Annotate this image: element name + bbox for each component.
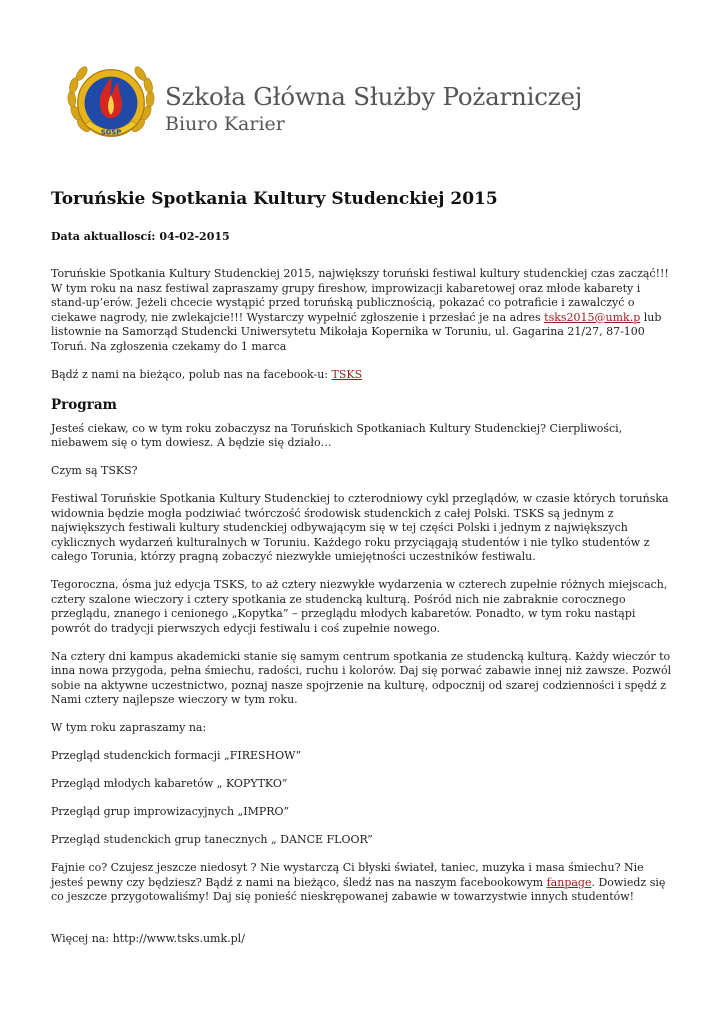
office-name: Biuro Karier <box>165 113 285 135</box>
fanpage-link[interactable]: fanpage <box>546 875 592 889</box>
paragraph-6: W tym roku zapraszamy na: <box>51 721 207 734</box>
paragraph-2: Czym są TSKS? <box>51 464 138 477</box>
event-item: Przegląd grup improwizacyjnych „IMPRO” <box>51 805 290 818</box>
intro-text-start: Toruńskie Spotkania Kultury Studenckiej 2015, największy toruński festiwal kultury studenckiej czas zacząć!!! W tym roku na nasz festiwal zapraszamy grupy fireshow, improwizacji kabaretowej oraz młode kabarety i stand-up’erów. Jeżeli chcecie wystąpić przed toruńską publicznością, pokazać co potraficie i zawalczyć o ciekawe nagrody, nie zwlekajcie!!! Wystarczy wypełnić zgłoszenie i przesłać je na adres <box>51 267 669 324</box>
closing-text-end: . Dowiedz się co jeszcze przygotowaliśmy! Daj się ponieść nieskrępowanej zabawie w towarzystwie innych studentów! <box>51 875 666 903</box>
more-info: Więcej na: http://www.tsks.umk.pl/ <box>51 932 245 945</box>
logo-lettering: SGSP <box>100 128 122 137</box>
event-item: Przegląd młodych kabaretów „ KOPYTKO” <box>51 777 288 790</box>
closing-text-start: Fajnie co? Czujesz jeszcze niedosyt ? Nie wystarczą Ci błyski świateł, taniec, muzyka i masa śmiechu? Nie jesteś pewny czy będziesz? Bądź z nami na bieżąco, śledź nas na naszym facebookowym <box>51 861 644 889</box>
paragraph-5: Na cztery dni kampus akademicki stanie się samym centrum spotkania ze studencką kulturą. Każdy wieczór to inna nowa przygoda, pełna śmiechu, radości, ruchu i kolorów. Daj się porwać zabawie innej niż zawsze. Pozwól sobie na aktywne uczestnictwo, poznaj nasze spojrzenie na kulturę, odpocznij od szarej codzienności i spędź z Nami cztery najlepsze wieczory w tym roku. <box>51 649 672 706</box>
school-name: Szkoła Główna Służby Pożarniczej <box>165 82 583 111</box>
paragraph-3: Festiwal Toruńskie Spotkania Kultury Studenckiej to czterodniowy cykl przeglądów, w czasie których toruńska widownia będzie mogła podziwiać twórczość środowisk studenckich z całej Polski. TSKS są jednym z największych festiwali kultury studenckiej odbywającym się w tej części Polski i jednym z największych cyklicznych wydarzeń kulturalnych w Toruniu. Każdego roku przyciągają studentów i nie tylko studentów z całego Torunia, którzy pragną zobaczyć niezwykłe umiejętności uczestników festiwalu. <box>51 492 669 563</box>
update-date: Data aktualloscí: 04-02-2015 <box>51 230 230 243</box>
paragraph-4: Tegoroczna, ósma już edycja TSKS, to aż cztery niezwykłe wydarzenia w czterech zupełnie różnych miejscach, cztery szalone wieczory i cztery spotkania ze studencką kulturą. Pośród nich nie zabraknie corocznego przeglądu, znanego i cenionego „Kopytka” – przeglądu młodych kabaretów. Ponadto, w tym roku nastąpi powrót do tradycji pierwszych edycji festiwalu i coś zupełnie nowego. <box>51 578 668 635</box>
intro-text-end: lub listownie na Samorząd Studencki Uniwersytetu Mikołaja Kopernika w Toruniu, ul. Gagarina 21/27, 87-100 Toruń. Na zgłoszenia czekamy do 1 marca <box>51 310 662 353</box>
event-item: Przegląd studenckich grup tanecznych „ DANCE FLOOR” <box>51 833 373 846</box>
facebook-paragraph <box>51 368 676 383</box>
facebook-text: Bądź z nami na bieżąco, polub nas na facebook-u: <box>51 367 332 381</box>
program-heading: Program <box>51 396 117 413</box>
email-link[interactable]: tsks2015@umk.p <box>544 310 641 324</box>
article <box>51 188 676 960</box>
event-item: Przegląd studenckich formacji „FIRESHOW” <box>51 749 302 762</box>
closing-paragraph <box>51 861 676 905</box>
tsks-facebook-link[interactable]: TSKS <box>331 367 363 381</box>
page-header <box>62 56 662 156</box>
paragraph-1: Jesteś ciekaw, co w tym roku zobaczysz na Toruńskich Spotkaniach Kultury Studenckiej? Cierpliwości, niebawem się o tym dowiesz. A będzie się działo… <box>51 421 623 449</box>
article-title: Toruńskie Spotkania Kultury Studenckiej 2015 <box>51 189 498 209</box>
sgsp-logo-icon <box>62 56 160 152</box>
intro-paragraph <box>51 267 676 354</box>
